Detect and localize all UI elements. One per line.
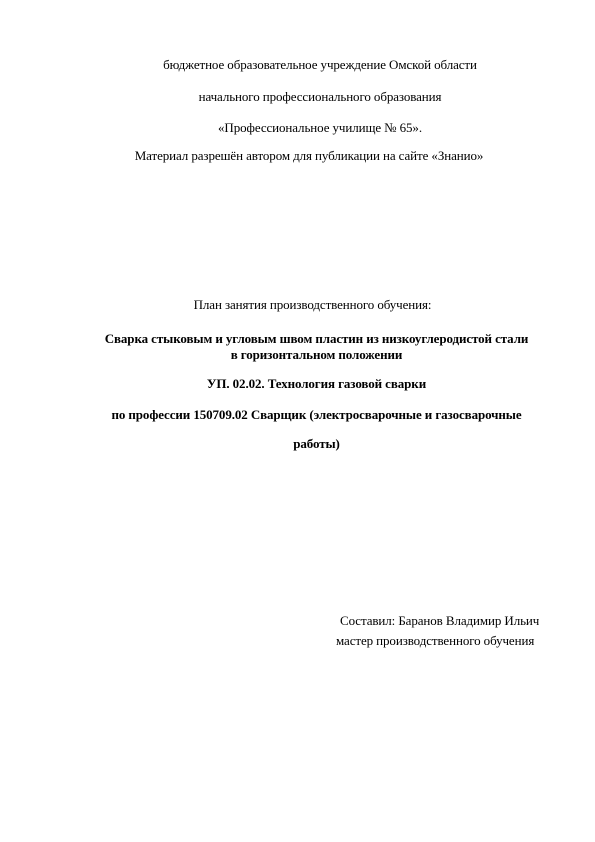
institution-name: «Профессиональное училище № 65». — [218, 120, 422, 135]
institution-line-2: начального профессионального образования — [198, 89, 442, 104]
plan-title: План занятия производственного обучения: — [193, 297, 432, 312]
permission-note: Материал разрешён автором для публикации на сайте «Знанио» — [134, 148, 484, 163]
module-title: УП. 02.02. Технология газовой сварки — [206, 376, 427, 391]
profession-line-1: по профессии 150709.02 Сварщик (электросварочные и газосварочные — [111, 407, 522, 422]
compiled-by: Составил: Баранов Владимир Ильич — [340, 613, 540, 628]
profession-line-2: работы) — [293, 436, 340, 451]
topic-line-1: Сварка стыковым и угловым швом пластин из низкоуглеродистой стали — [104, 331, 529, 346]
topic-line-2: в горизонтальном положении — [230, 347, 403, 362]
author-position: мастер производственного обучения — [336, 633, 535, 648]
institution-line-1: бюджетное образовательное учреждение Омской области — [163, 57, 477, 72]
